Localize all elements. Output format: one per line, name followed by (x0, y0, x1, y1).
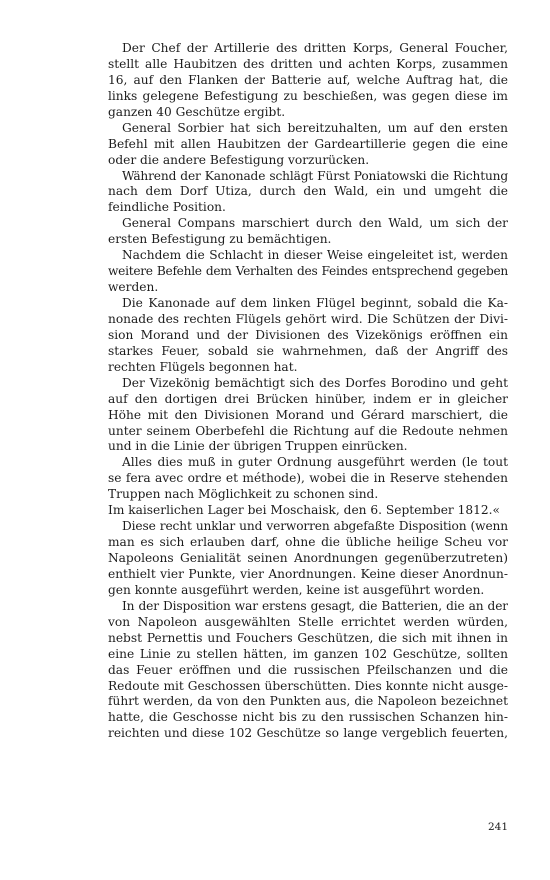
text-line: 16, auf den Flanken der Batterie auf, welche Auftrag hat, die (108, 72, 508, 87)
text-line: Während der Kanonade schlägt Fürst Poniatowski die Richtung (122, 168, 508, 183)
text-line: Napoleons Genialität seinen Anordnungen gegenüberzutreten) (108, 551, 508, 565)
text-line: auf den dortigen drei Brücken hinüber, indem er in gleicher (108, 391, 508, 406)
text-line: werden. (108, 280, 159, 295)
text-line: General Sorbier hat sich bereitzuhalten, um auf den ersten (122, 120, 508, 135)
text-line: führt werden, da von den Punkten aus, die Napoleon bezeichnet (108, 694, 508, 709)
text-line: Nachdem die Schlacht in dieser Weise eingeleitet ist, werden (122, 248, 508, 263)
text-line: unter seinem Oberbefehl die Richtung auf die Redoute nehmen (108, 423, 508, 438)
text-line: und in die Linie der übrigen Truppen einrücken. (108, 439, 408, 454)
text-line: General Compans marschiert durch den Wald, um sich der (122, 216, 508, 231)
text-line: Diese recht unklar und verworren abgefaßte Disposition (wenn (122, 519, 508, 534)
text-line: Der Vizekönig bemächtigt sich des Dorfes Borodino und geht (122, 375, 508, 390)
text-line: Redoute mit Geschossen überschütten. Dies konnte nicht ausge- (108, 678, 508, 693)
text-line: ganzen 40 Geschütze ergibt. (108, 104, 286, 119)
text-line: Truppen nach Möglichkeit zu schonen sind. (108, 487, 379, 502)
text-line: oder die andere Befestigung vorzurücken. (108, 152, 370, 167)
page-number: 241 (487, 821, 508, 833)
text-line: weitere Befehle dem Verhalten des Feindes entsprechend gegeben (108, 264, 508, 279)
text-line: Die Kanonade auf dem linken Flügel beginnt, sobald die Ka- (122, 296, 508, 310)
text-line: Im kaiserlichen Lager bei Moschaisk, den 6. September 1812.« (108, 503, 500, 518)
text-line: von Napoleon ausgewählten Stelle errichtet werden würden, (108, 614, 508, 629)
text-line: hatte, die Geschosse nicht bis zu den russischen Schanzen hin- (108, 710, 508, 725)
text-line: Der Chef der Artillerie des dritten Korps, General Foucher, (122, 41, 508, 55)
text-line: stellt alle Haubitzen des dritten und achten Korps, zusammen (108, 56, 508, 71)
text-line: nebst Pernettis und Fouchers Geschützen, die sich mit ihnen in (108, 630, 508, 645)
page-body-text (108, 41, 508, 742)
text-line: Alles dies muß in guter Ordnung ausgeführt werden (le tout (122, 455, 508, 470)
text-line: reichten und diese 102 Geschütze so lange vergeblich feuerten, (108, 726, 508, 741)
text-line: Höhe mit den Divisionen Morand und Gérard marschiert, die (108, 407, 508, 422)
text-line: sion Morand und der Divisionen des Vizekönigs eröffnen ein (108, 327, 508, 342)
text-line: eine Linie zu stellen hätten, im ganzen 102 Geschütze, sollten (108, 646, 508, 661)
text-line: ersten Befestigung zu bemächtigen. (108, 232, 332, 247)
text-line: Befehl mit allen Haubitzen der Gardeartillerie gegen die eine (108, 136, 508, 151)
text-line: enthielt vier Punkte, vier Anordnungen. Keine dieser Anordnun- (108, 566, 508, 581)
text-line: rechten Flügels begonnen hat. (108, 359, 298, 374)
text-line: nach dem Dorf Utiza, durch den Wald, ein und umgeht die (108, 184, 508, 199)
text-line: feindliche Position. (108, 200, 226, 215)
text-line: se fera avec ordre et méthode), wobei die in Reserve stehenden (108, 471, 508, 486)
text-line: nonade des rechten Flügels gehört wird. Die Schützen der Divi- (108, 311, 508, 326)
text-line: gen konnte ausgeführt werden, keine ist ausgeführt worden. (108, 582, 485, 597)
text-line: links gelegene Befestigung zu beschießen, was gegen diese im (108, 88, 508, 103)
text-line: In der Disposition war erstens gesagt, die Batterien, die an der (122, 598, 508, 613)
text-line: das Feuer eröffnen und die russischen Pfeilschanzen und die (108, 662, 508, 677)
text-line: man es sich erlauben darf, ohne die übliche heilige Scheu vor (108, 535, 508, 550)
text-line: starkes Feuer, sobald sie wahrnehmen, daß der Angriff des (108, 343, 508, 358)
